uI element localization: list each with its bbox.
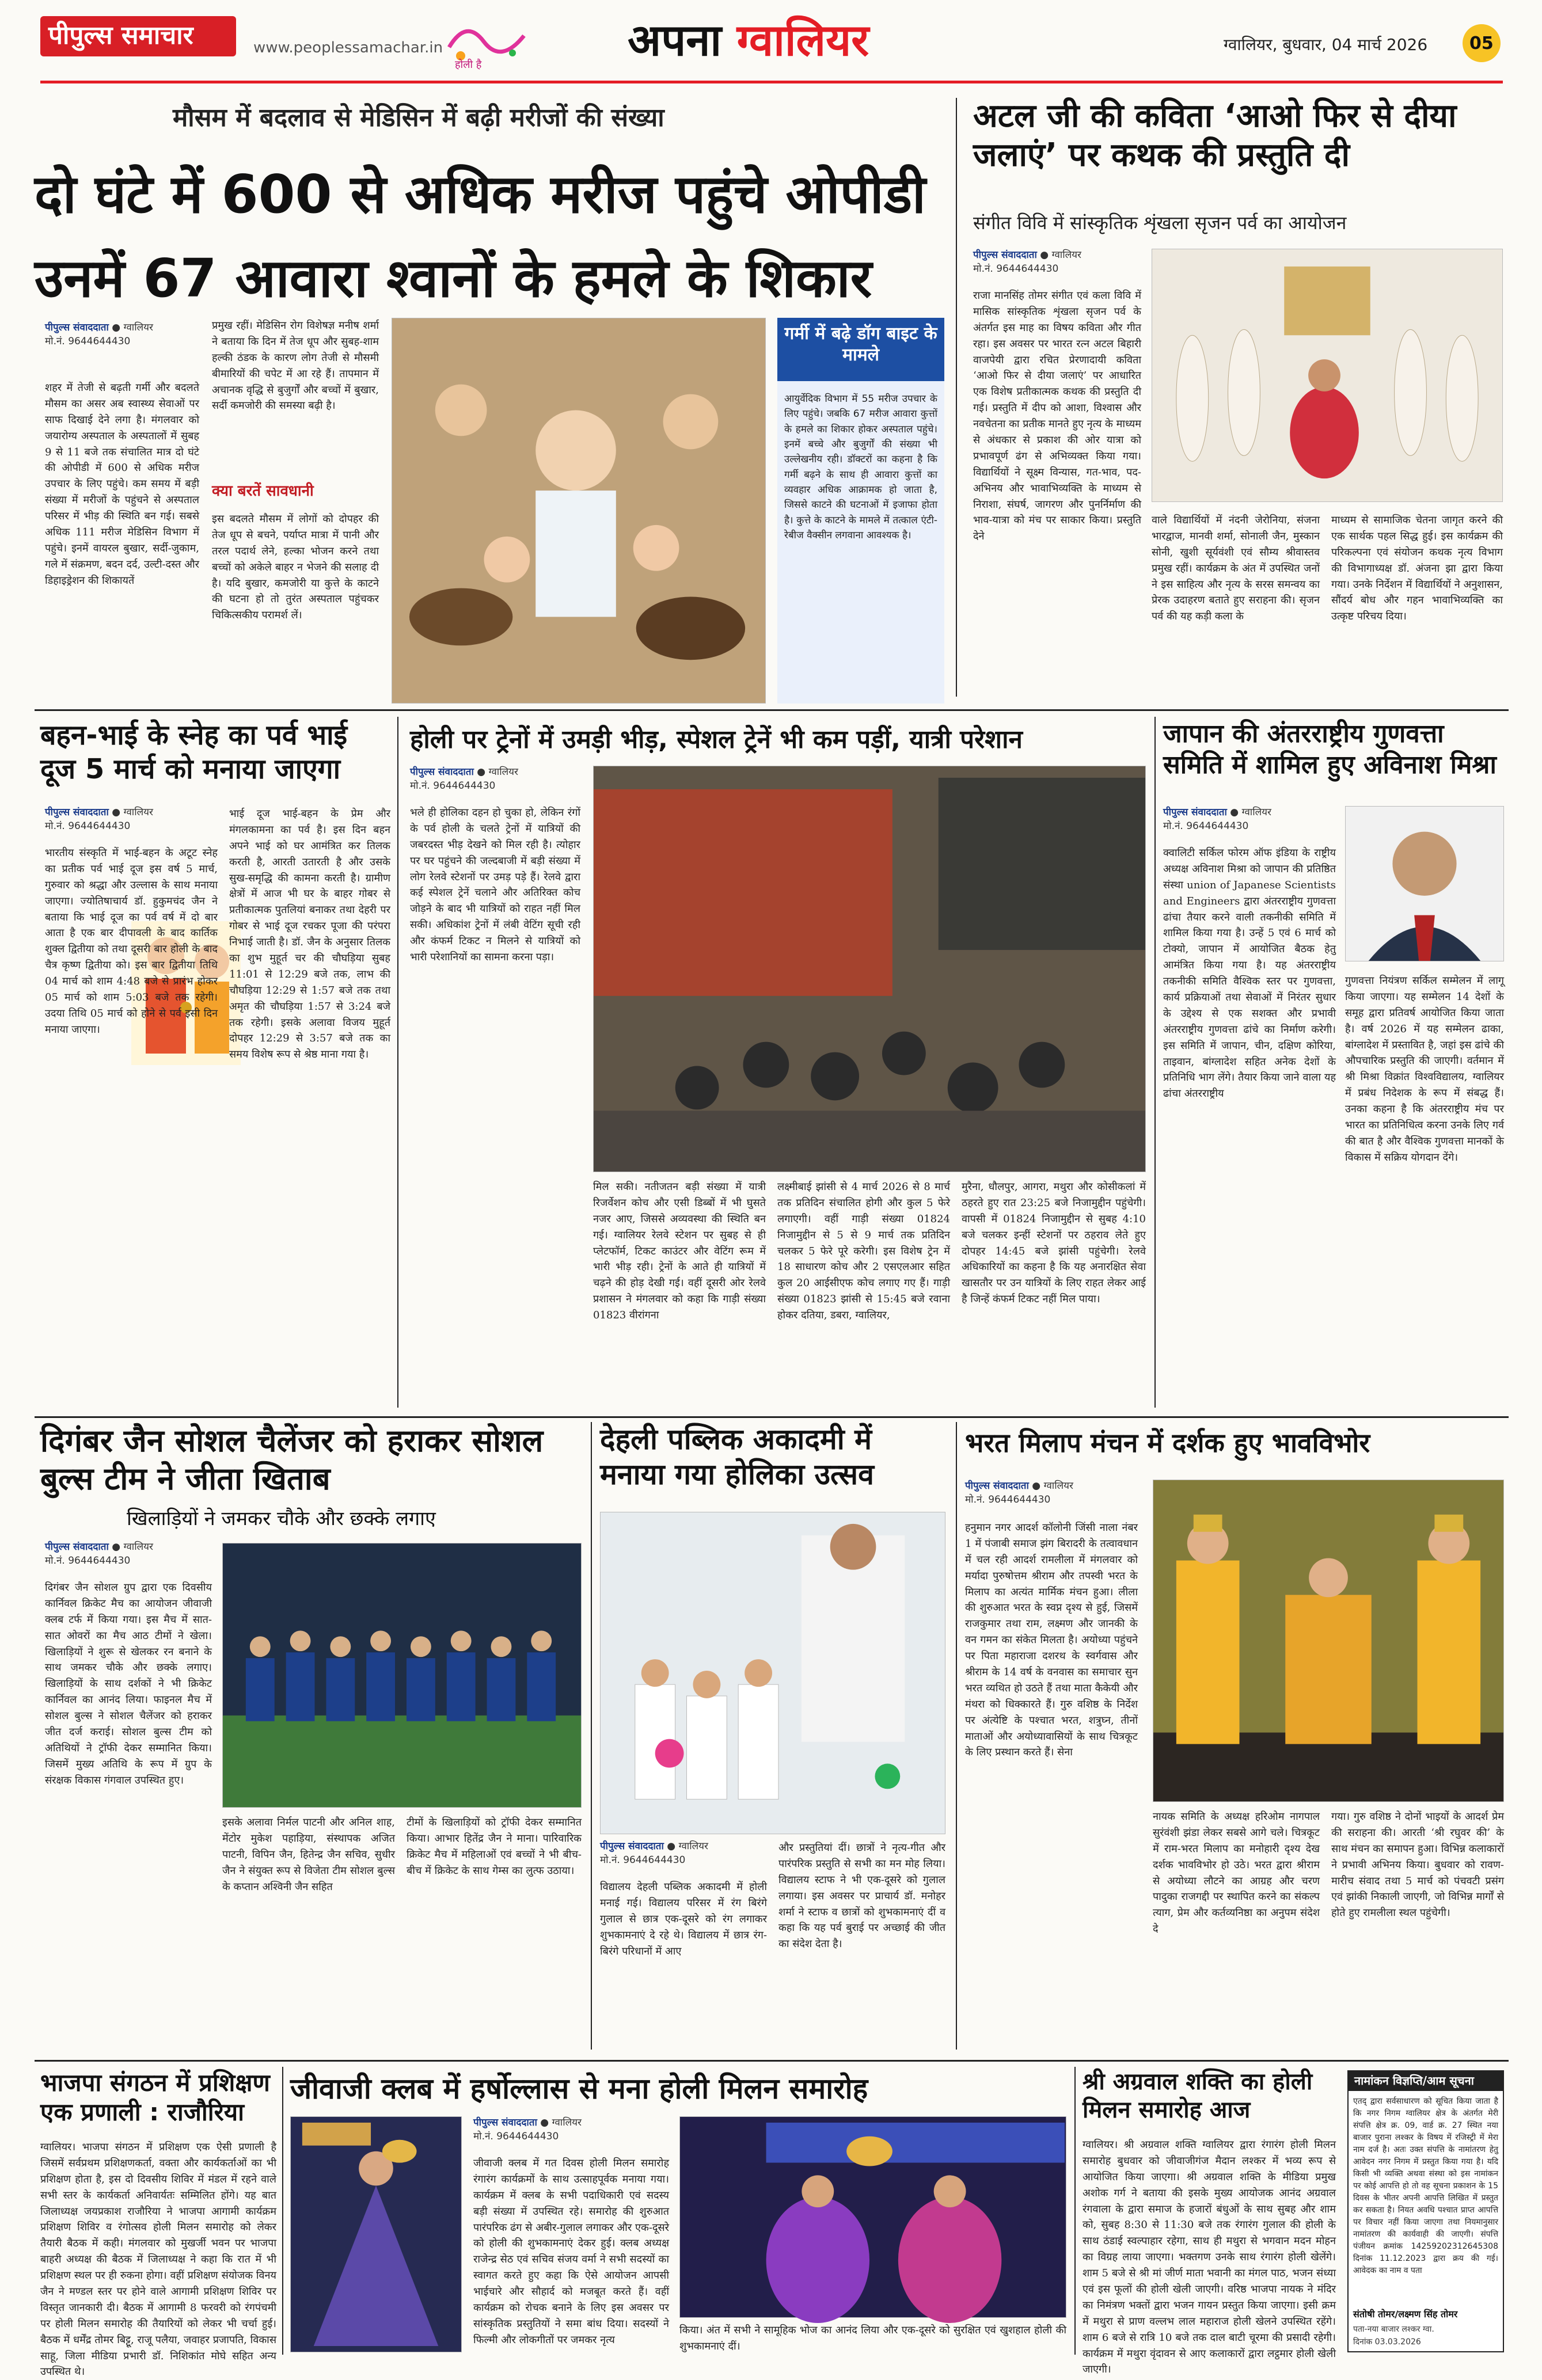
row-rule-3 [35, 2060, 1509, 2062]
cricket-team-photo [222, 1543, 582, 1808]
byline-mobile: मो.नं. 9644644430 [45, 1554, 131, 1567]
trains-text-col2: मिल सकी। नतीजतन बड़ी संख्या में यात्री रिजर्वेशन कोच और एसी डिब्बों में भी घुसते नजर आए, जिससे अव्यवस्था की स्थिति बन गई। ग्वालियर रेलवे स्टेशन पर सुबह से ही प्लेटफॉर्म, टिकट काउंटर और वेटिंग रूम में भारी भीड़ रही। ट्रेनों के आते ही यात्रियों में चढ़ने की होड़ देखी गई। वहीं दूसरी ओर रेलवे प्रशासन ने मंगलवार को कहा कि गाड़ी संख्या 01823 वीरांगना [593, 1181, 766, 1322]
column-rule [1154, 717, 1156, 1408]
byline-place: ग्वालियर [1043, 1480, 1073, 1492]
agrawal-headline: श्री अग्रवाल शक्ति का होली मिलन समारोह आज [1083, 2069, 1313, 2123]
page-number: 05 [1469, 33, 1494, 54]
agrawal-text-col1: ग्वालियर। श्री अग्रवाल शक्ति ग्वालियर द्वारा रंगारंग होली मिलन समारोह बुधवार को जीवाजीगंज मैदान लश्कर में भव्य रूप से आयोजित किया जाएगा। श्री अग्रवाल शक्ति के मीडिया प्रमुख अशोक गर्ग ने बताया की इसके मुख्य आयोजक आनंद अग्रवाल रंगवाला के द्वारा समाज के हजारों बंधुओं के साथ सुबह और शाम को, सुबह 8:30 से 11:30 बजे तक रंगारंग गुलाल की होली के साथ ठंडाई स्वल्पाहार रहेगा, साथ ही मथुरा से भगवान मदन मोहन का विग्रह लाया जाएगा। भक्तगण उनके साथ रंगारंग होली खेलेंगे। शाम 5 बजे से श्री मां जीर्ण माता भवानी का मंगल पाठ, भजन संध्या एवं इस फूलों की होली खेली जाएगी। वरिष्ठ भाजपा नायक ने मंदिर का निमंत्रण भक्तों द्वारा भजन गायन प्रस्तुत किया जाएगा। इसी क्रम में मथुरा से प्राण वल्लभ लाल महाराज होली खेलने उपस्थित रहेंगे। शाम 6 बजे से रात्रि 10 बजे तक दाल बाटी चूरमा की प्रसादी रहेगी। कार्यक्रम में मथुरा वृंदावन से आए कलाकारों द्वारा लट्ठमार होली खेली जाएगी। [1083, 2139, 1336, 2376]
byline-place: ग्वालियर [488, 766, 518, 778]
trains-headline: होली पर ट्रेनों में उमड़ी भीड़, स्पेशल ट्रेनें भी कम पड़ीं, यात्री परेशान [410, 725, 1023, 754]
trains-text-col1: भले ही होलिका दहन हो चुका हो, लेकिन रंगों के पर्व होली के चलते ट्रेनों में यात्रियों की जबरदस्त भीड़ देखने को मिल रही है। त्योहार पर घर पहुंचने की जल्दबाजी में बड़ी संख्या में लोग रेलवे स्टेशनों पर उमड़ पड़े हैं। रेलवे द्वारा कई स्पेशल ट्रेनें चलाने और अतिरिक्त कोच जोड़ने के बाद भी यात्रियों को राहत नहीं मिल सकी। अधिकांश ट्रेनों में लंबी वेटिंग सूची रही और कंफर्म टिकट न मिलने से यात्रियों को भारी परेशानियों का सामना करना पड़ा। [410, 807, 580, 964]
notice-body: एतद् द्वारा सर्वसाधारण को सूचित किया जाता है कि नगर निगम ग्वालियर क्षेत्र के अंतर्गत मेरी संपत्ति क्षेत्र क्र. 09, वार्ड क्र. 27 स्थित नया बाजार पुराना लश्कर के विषय में रजिस्ट्री में मेरा नाम दर्ज है। अतः उक्त संपत्ति के नामांतरण हेतु आवेदन नगर निगम में प्रस्तुत किया गया है। यदि किसी भी व्यक्ति अथवा संस्था को इस नामांकन पर कोई आपत्ति हो तो वह सूचना प्रकाशन के 15 दिवस के भीतर अपनी आपत्ति लिखित में प्रस्तुत कर सकता है। नियत अवधि पश्चात प्राप्त आपत्ति पर विचार नहीं किया जाएगा तथा नियमानुसार नामांतरण की कार्यवाही की जाएगी। संपत्ति पंजीयन क्रमांक 14259202312645308 दिनांक 11.12.2023 द्वारा क्रय की गई। आवेदक का नाम व पता [1353, 2097, 1498, 2275]
notice-title: नामांकन विज्ञप्ति/आम सूचना [1354, 2074, 1474, 2088]
atal-headline: अटल जी की कविता ‘आओ फिर से दीया जलाएं’ पर कथक की प्रस्तुति दी [973, 97, 1457, 174]
school-holi-photo [600, 1512, 945, 1834]
cricket-byline: पीपुल्स संवाददाता ● ग्वालियर मो.नं. 9644644430 [45, 1541, 153, 1567]
cricket-text-col2: इसके अलावा निर्मल पाटनी और अनिल शाह, मेंटोर मुकेश पहाड़िया, संस्थापक अजित पाटनी, विपिन जैन, हितेन्द्र जैन सचिव, सुधीर जैन ने संयुक्त रूप से विजेता टीम सोशल बुल्स के कप्तान अश्विनी जैन सहित [222, 1816, 395, 1893]
calligraphy-holi-logo [443, 13, 530, 64]
opd-byline: पीपुल्स संवाददाता ● ग्वालियर मो.नं. 9644644430 [45, 322, 153, 347]
bharat-text-col2: नायक समिति के अध्यक्ष हरिओम नागपाल सुरंवंशी झंडा लेकर सबसे आगे चले। चित्रकूट में राम-भरत मिलाप का मनोहारी दृश्य देख दर्शक भावविभोर हो उठे। भरत द्वारा श्रीराम से अयोध्या लौटने का आग्रह और चरण पादुका राजगद्दी पर स्थापित करने का संकल्प त्याग, प्रेम और कर्तव्यनिष्ठा का अनुपम संदेश दे [1153, 1811, 1320, 1936]
jiwaji-text-col1: जीवाजी क्लब में गत दिवस होली मिलन समारोह रंगारंग कार्यक्रमों के साथ उत्साहपूर्वक मनाया गया। कार्यक्रम में क्लब के सभी पदाधिकारी एवं सदस्य बड़ी संख्या में उपस्थित रहे। समारोह की शुरुआत पारंपरिक ढंग से अबीर-गुलाल लगाकर और एक-दूसरे को होली की शुभकामनाएं देकर हुई। क्लब अध्यक्ष राजेन्द्र सेठ एवं सचिव संजय वर्मा ने सभी सदस्यों का स्वागत करते हुए कहा कि ऐसे आयोजन आपसी भाईचारे और सौहार्द को मजबूत करते हैं। वहीं कार्यक्रम को रोचक बनाने के लिए इस अवसर पर सांस्कृतिक प्रस्तुतियों ने समा बांध दिया। सदस्यों ने फिल्मी और लोकगीतों पर जमकर नृत्य [473, 2157, 669, 2346]
japan-text-col1: क्वालिटी सर्किल फोरम ऑफ इंडिया के राष्ट्रीय अध्यक्ष अविनाश मिश्रा को जापान की प्रतिष्ठित संस्था union of Japanese Scientists and Engineers द्वारा अंतरराष्ट्रीय गुणवत्ता ढांचा तैयार करने वाली तकनीकी समिति में शामिल किया गया है। उन्हें 5 एवं 6 मार्च को टोक्यो, जापान में आयोजित बैठक हेतु आमंत्रित किया गया है। यह अंतरराष्ट्रीय तकनीकी समिति वैश्विक स्तर पर गुणवत्ता, कार्य प्रक्रियाओं तथा सेवाओं में निरंतर सुधार के उद्देश्य से एक सशक्त और प्रभावी अंतरराष्ट्रीय गुणवत्ता ढांचे का निर्माण करेगी। इस समिति में जापान, चीन, दक्षिण कोरिया, ताइवान, बांग्लादेश सहित अनेक देशों के प्रतिनिधि भाग लेंगे। तैयार किया जाने वाला यह ढांचा अंतरराष्ट्रीय [1163, 847, 1336, 1100]
cricket-headline: दिगंबर जैन सोशल चैलेंजर को हराकर सोशल बुल्स टीम ने जीता खिताब [40, 1423, 544, 1497]
portrait-photo [1345, 806, 1504, 961]
column-rule [282, 2067, 283, 2355]
byline-mobile: मो.नं. 9644644430 [973, 263, 1059, 275]
cricket-text-col3: टीमों के खिलाड़ियों को ट्रॉफी देकर सम्मानित किया। आभार हितेंद्र जैन ने माना। पारिवारिक क्रिकेट मैच में महिलाओं एवं बच्चों ने भी बीच-बीच में क्रिकेट के साथ गेम्स का लुत्फ उठाया। [407, 1816, 582, 1877]
byline-place: ग्वालियर [1051, 249, 1081, 261]
brand-name: पीपुल्स समाचार [48, 21, 193, 50]
atal-text-col2: वाले विद्यार्थियों में नंदनी जेरोनिया, संजना भारद्वाज, मानवी शर्मा, सोनाली जैन, मुस्कान सोनी, खुशी सूर्यवंशी एवं सौम्य श्रीवास्तव प्रमुख रहीं। कार्यक्रम के अंत में उपस्थित जनों ने इस साहित्य और नृत्य के सरस समन्वय का प्रेरक उदाहरण बताते हुए सराहना की। सृजन पर्व की यह कड़ी कला के [1152, 514, 1320, 623]
byline-name: पीपुल्स संवाददाता [973, 249, 1037, 261]
byline-name: पीपुल्स संवाददाता [600, 1841, 664, 1852]
opd-text-col2: प्रमुख रहीं। मेडिसिन रोग विशेषज्ञ मनीष शर्मा ने बताया कि दिन में तेज धूप और सुबह-शाम हल्की ठंडक के कारण लोग तेजी से मौसमी बीमारियों की चपेट में आ रहे हैं। तापमान में अचानक वृद्धि से बुजुर्गों और बच्चों में बुखार, सर्दी कमजोरी की समस्या बढ़ी है। [212, 320, 379, 412]
cricket-text-col1: दिगंबर जैन सोशल ग्रुप द्वारा एक दिवसीय कार्निवल क्रिकेट मैच का आयोजन जीवाजी क्लब टर्फ में किया गया। इस मैच में सात-सात ओवरों का मैच आठ टीमों ने खेला। खिलाड़ियों ने शुरू से खेलकर रन बनाने के साथ जमकर चौके और छक्के लगाए। खिलाड़ियों के साथ दर्शकों ने भी क्रिकेट कार्निवल का आनंद लिया। फाइनल मैच में सोशल बुल्स ने सोशल चैलेंजर को हराकर जीत दर्ज कराई। सोशल बुल्स टीम को अतिथियों ने ट्रॉफी देकर सम्मानित किया। जिसमें मुख्य अतिथि के रूप में ग्रुप के संरक्षक विकास गंगवाल उपस्थित हुए। [45, 1581, 212, 1786]
train-crowd-photo [593, 766, 1146, 1172]
opd-headline-1: दो घंटे में 600 से अधिक मरीज पहुंचे ओपीडी [35, 164, 926, 225]
bjp-text-col1: ग्वालियर। भाजपा संगठन में प्रशिक्षण एक ऐसी प्रणाली है जिसमें सर्वप्रथम प्रशिक्षणकर्ता, वक्ता और कार्यकर्ताओं का भी प्रशिक्षण होता है, इस दो दिवसीय शिविर में मंडल में रहने वाले सभी स्तर के कार्यकर्ता अनिवार्यतः सम्मिलित होंगे। यह बात जिलाध्यक्ष जयप्रकाश राजौरिया ने भाजपा आगामी कार्यक्रम प्रशिक्षण शिविर व रंगोत्सव होली मिलन समारोह को लेकर तैयारी बैठक में कही। मंगलवार को मुखर्जी भवन पर भाजपा बाहरी अध्यक्ष की बैठक में जिलाध्यक्ष ने कहा कि रात में भी प्रशिक्षण स्थल पर ही रुकना होगा। वहीं प्रशिक्षण संयोजक विनय जैन ने मण्डल स्तर पर होने वाले आगामी प्रशिक्षण शिविर पर विस्तृत जानकारी दी। बैठक में आगामी 8 फरवरी को रंगपंचमी पर होली मिलन समारोह की तैयारियों को लेकर भी चर्चा हुई। बैठक में धर्मेंद्र तोमर बिट्टू, राजू पलैया, जवाहर प्रजापति, विकास साहू, जिला मीडिया प्रभारी डॉ. निशिकांत मोघे सहित अन्य उपस्थित थे। [40, 2141, 276, 2378]
holika-text-col2: और प्रस्तुतियां दीं। छात्रों ने नृत्य-गीत और पारंपरिक प्रस्तुति से सभी का मन मोह लिया। विद्यालय स्टाफ ने भी एक-दूसरे को गुलाल लगाया। इस अवसर पर प्राचार्य डॉ. मनोहर शर्मा ने स्टाफ व छात्रों को शुभकामनाएं दीं व कहा कि यह पर्व बुराई पर अच्छाई की जीत का संदेश देता है। [778, 1842, 945, 1951]
dog-bite-cartoon [392, 318, 766, 704]
bjp-headline: भाजपा संगठन में प्रशिक्षण एक प्रणाली : राजौरिया [40, 2069, 270, 2127]
byline-name: पीपुल्स संवाददाता [473, 2117, 537, 2128]
column-rule [956, 98, 957, 697]
byline-place: ग्वालियर [123, 322, 153, 333]
bharat-text-col3: गया। गुरु वशिष्ठ ने दोनों भाइयों के आदर्श प्रेम की सराहना की। आरती ‘श्री रघुवर की’ के साथ मंचन का समापन हुआ। विभिन्न कलाकारों ने प्रभावी अभिनय किया। बुधवार को रावण-मारीच संवाद तथा 5 मार्च को पंचवटी प्रसंग एवं झांकी निकाली जाएगी, जो विभिन्न मार्गों से होते हुए रामलीला स्थल पहुंचेगी। [1331, 1811, 1504, 1919]
atal-byline: पीपुल्स संवाददाता ● ग्वालियर मो.नं. 9644644430 [973, 249, 1081, 275]
holika-headline: देहली पब्लिक अकादमी में मनाया गया होलिका उत्सव [600, 1423, 874, 1491]
bharat-headline: भरत मिलाप मंचन में दर्शक हुए भावविभोर [965, 1427, 1370, 1458]
bhaidooj-text-col1: भारतीय संस्कृति में भाई-बहन के अटूट स्नेह का प्रतीक पर्व भाई दूज इस वर्ष 5 मार्च, गुरुवार को श्रद्धा और उल्लास के साथ मनाया जाएगा। ज्योतिषाचार्य डॉ. हुकुमचंद जैन ने बताया कि भाई दूज का पर्व वर्ष में दो बार आता है एक बार दीपावली के बाद कार्तिक शुक्ल द्वितीया को तथा दूसरी बार होली के बाद चैत्र कृष्ण द्वितीया को। इस बार द्वितीया तिथि 04 मार्च को शाम 4:48 बजे से प्रारंभ होकर 05 मार्च को शाम 5:03 बजे तक रहेगी। उदया तिथि 05 मार्च को होने से पर्व इसी दिन मनाया जाएगा। [45, 847, 218, 1036]
jiwaji-headline: जीवाजी क्लब में हर्षोल्लास से मना होली मिलन समारोह [290, 2072, 868, 2105]
holi-greeting: होली है [455, 59, 482, 71]
dance-photo [1152, 249, 1503, 502]
column-rule [591, 1422, 592, 2050]
opd-headline-2: उनमें 67 आवारा श्वानों के हमले के शिकार [35, 248, 872, 309]
atal-text-col3: माध्यम से सामाजिक चेतना जागृत करने की एक सार्थक पहल सिद्ध हुई। इस कार्यक्रम की परिकल्पना एवं संयोजन कथक नृत्य विभाग की विभागाध्यक्ष डॉ. अंजना झा द्वारा किया गया। उनके निर्देशन में विद्यार्थियों ने अनुशासन, सौंदर्य बोध और गहन भावाभिव्यक्ति का उत्कृष्ट परिचय दिया। [1331, 514, 1503, 623]
byline-mobile: मो.नं. 9644644430 [1163, 820, 1249, 832]
byline-place: ग्वालियर [1241, 807, 1271, 818]
opd-kicker: मौसम में बदलाव से मेडिसिन में बढ़ी मरीजों की संख्या [173, 103, 664, 132]
byline-place: ग्वालियर [678, 1841, 708, 1852]
masthead-url: www.peoplessamachar.in [253, 39, 443, 56]
dateline: ग्वालियर, बुधवार, 04 मार्च 2026 [1224, 35, 1428, 54]
opd-text-col3: आयुर्वेदिक विभाग में 55 मरीज उपचार के लिए पहुंचे। जबकि 67 मरीज आवारा कुत्तों के हमले का शिकार होकर अस्पताल पहुंचे। इनमें बच्चे और बुजुर्गों की संख्या भी उल्लेखनीय रही। डॉक्टरों का कहना है कि गर्मी बढ़ने के साथ ही आवारा कुत्तों का व्यवहार अधिक आक्रामक हो जाता है, जिससे काटने की घटनाओं में इजाफा होता है। कुत्ते के काटने के मामले में तत्काल एंटी-रेबीज वैक्सीन लगवाना आवश्यक है। [784, 393, 937, 542]
masthead [0, 0, 1542, 81]
bhaidooj-text-col2: भाई दूज भाई-बहन के प्रेम और मंगलकामना का पर्व है। इस दिन बहन अपने भाई को घर आमंत्रित कर तिलक करती है, आरती उतारती है और उसके सुख-समृद्धि की कामना करती है। ग्रामीण क्षेत्रों में आज भी घर के बाहर गोबर से प्रतीकात्मक पुतलियां बनाकर तथा देहरी पर गोबर से भाई दूज रचकर पूजा की परंपरा निभाई जाती है। डॉ. जैन के अनुसार तिलक का शुभ मुहूर्त चर की चौघड़िया सुबह 11:01 से 12:29 बजे तक, लाभ की चौघड़िया 12:29 से 1:57 बजे तक तथा अमृत की चौघड़िया 1:57 से 3:24 बजे तक रहेगी। इसके अलावा विजय मुहूर्त दोपहर 12:29 से 3:57 बजे तक का समय विशेष रूप से श्रेष्ठ माना गया है। [229, 808, 390, 1061]
trains-text-col4: मुरैना, धौलपुर, आगरा, मथुरा और कोसीकलां में ठहरते हुए रात 23:25 बजे निजामुद्दीन पहुंचेगी। वापसी में 01824 निजामुद्दीन से सुबह 4:10 बजे चलकर इन्हीं स्टेशनों पर ठहराव लेते हुए दोपहर 14:45 बजे झांसी पहुंचेगी। रेलवे अधिकारियों का कहना है कि यह अनारक्षित सेवा खासतौर पर उन यात्रियों के लिए राहत लेकर आई है जिन्हें कंफर्म टिकट नहीं मिल पाया। [962, 1181, 1146, 1306]
holika-text-col1: विद्यालय देहली पब्लिक अकादमी में होली मनाई गई। विद्यालय परिसर में रंग बिरंगे गुलाल से छात्र एक-दूसरे को रंग लगाकर शुभकामनाएं दे रहे थे। विद्यालय में छात्र रंग-बिरंगे परिधानों में आए [600, 1881, 767, 1957]
byline-name: पीपुल्स संवाददाता [410, 766, 474, 778]
bhaidooj-headline: बहन-भाई के स्नेह का पर्व भाई दूज 5 मार्च को मनाया जाएगा [40, 719, 348, 785]
atal-text-col1: राजा मानसिंह तोमर संगीत एवं कला विवि में मासिक सांस्कृतिक शृंखला सृजन पर्व के अंतर्गत इस माह का विषय कविता और गीत रहा। इस अवसर पर भारत रत्न अटल बिहारी वाजपेयी द्वारा रचित प्रेरणादायी कविता ‘आओ फिर से दीया जलाएं’ पर आधारित एक विशेष प्रतीकात्मक कथक की प्रस्तुति दी गई। प्रस्तुति में दीप को आशा, विश्वास और नवचेतना का प्रतीक मानते हुए नृत्य के माध्यम से अंधकार से प्रकाश की ओर यात्रा को प्रभावपूर्ण ढंग से अभिव्यक्त किया गया। विद्यार्थियों ने सूक्ष्म विन्यास, गत-भाव, पद-अभिनय और भावाभिव्यक्ति के माध्यम से निराशा, संघर्ष, जागरण और पुनर्निर्माण की भाव-यात्रा को मंच पर साकार किया। प्रस्तुति देने [973, 290, 1141, 543]
column-rule [1074, 2067, 1076, 2355]
cricket-subhead: खिलाड़ियों ने जमकर चौके और छक्के लगाए [127, 1507, 436, 1530]
opd-text-col1: शहर में तेजी से बढ़ती गर्मी और बदलते मौसम का असर अब स्वास्थ्य सेवाओं पर साफ दिखाई देने लगा है। मंगलवार को जयारोग्य अस्पताल के अस्पतालों में सुबह 9 से 11 बजे तक संचालित मात्र दो घंटे की ओपीडी में 600 से अधिक मरीज उपचार के लिए पहुंचे। कम समय में बड़ी संख्या में मरीजों के पहुंचने से अस्पताल परिसर में भीड़ की स्थिति बन गई। सबसे अधिक 111 मरीज मेडिसिन विभाग में पहुंचे। इनमें वायरल बुखार, सर्दी-जुकाम, गले में संक्रमण, बदन दर्द, उल्टी-दस्त और डिहाइड्रेशन की शिकायतें [45, 382, 199, 587]
byline-name: पीपुल्स संवाददाता [45, 807, 109, 818]
byline-name: पीपुल्स संवाददाता [45, 322, 109, 333]
row-rule-2 [35, 1416, 1509, 1418]
row-rule-1 [35, 709, 1509, 711]
byline-name: पीपुल्स संवाददाता [45, 1541, 109, 1553]
notice-address: पता-नया बाजार लश्कर ग्वा. [1353, 2325, 1434, 2334]
byline-mobile: मो.नं. 9644644430 [45, 335, 131, 347]
bharat-text-col1: हनुमान नगर आदर्श कॉलोनी जिंसी नाला नंबर 1 में पंजाबी समाज झंग बिरादरी के तत्वावधान में चल रही आदर्श रामलीला में मंगलवार को मर्यादा पुरुषोत्तम श्रीराम और तपस्वी भरत के मिलाप का अत्यंत मार्मिक मंचन हुआ। लीला की शुरुआत भरत के स्वप्न दृश्य से हुई, जिसमें राजकुमार तथा राम, लक्ष्मण और जानकी के वन गमन का संकेत मिलता है। अयोध्या पहुंचने पर पिता महाराजा दशरथ के स्वर्गवास और श्रीराम के 14 वर्ष के वनवास का समाचार सुन भरत व्यथित हो उठते हैं तथा माता कैकेयी और मंथरा को धिक्कारते हैं। गुरु वशिष्ठ के निर्देश पर अंत्येष्टि के पश्चात भरत, शत्रुघ्न, तीनों माताओं और अयोध्यावासियों के साथ चित्रकूट के लिए प्रस्थान करते हैं। सेना [965, 1522, 1138, 1759]
masthead-rule [40, 81, 1503, 83]
japan-text-col2: गुणवत्ता नियंत्रण सर्किल सम्मेलन में लागू किया जाएगा। यह सम्मेलन 14 देशों के समूह द्वारा प्रतिवर्ष आयोजित किया जाता है। वर्ष 2026 में यह सम्मेलन ढाका, बांग्लादेश में प्रस्तावित है, जहां इस ढांचे की औपचारिक प्रस्तुति की जाएगी। वर्तमान में श्री मिश्रा विक्रांत विश्वविद्यालय, ग्वालियर में प्रबंध निदेशक के रूप में संबद्ध हैं। उनका कहना है कि अंतरराष्ट्रीय मंच पर भारत का प्रतिनिधित्व करना उनके लिए गर्व की बात है और वैश्विक गुणवत्ता मानकों के विकास में सक्रिय योगदान देंगे। [1345, 975, 1504, 1164]
byline-mobile: मो.नं. 9644644430 [410, 780, 496, 792]
trains-byline: पीपुल्स संवाददाता ● ग्वालियर मो.नं. 9644644430 [410, 766, 518, 792]
trains-text-col3: लक्ष्मीबाई झांसी से 4 मार्च 2026 से 8 मार्च तक प्रतिदिन संचालित होगी और कुल 5 फेरे लगाएगी। वहीं गाड़ी संख्या 01824 निजामुद्दीन से 5 से 9 मार्च तक प्रतिदिन चलकर 5 फेरे पूरे करेगी। इस विशेष ट्रेन में 18 साधारण कोच और 2 एसएलआर सहित कुल 20 आईसीएफ कोच लगाए गए हैं। गाड़ी संख्या 01823 झांसी से 15:45 बजे रवाना होकर दतिया, डबरा, ग्वालियर, [777, 1181, 950, 1322]
dog-bite-box-title: गर्मी में बढ़े डॉग बाइट के मामले [784, 324, 937, 365]
column-rule [956, 1422, 957, 2050]
section-title-main: अपना [628, 14, 722, 66]
stage-photo [679, 2116, 1066, 2318]
atal-subhead: संगीत विवि में सांस्कृतिक शृंखला सृजन पर्व का आयोजन [973, 212, 1347, 234]
byline-mobile: मो.नं. 9644644430 [965, 1493, 1051, 1505]
byline-name: पीपुल्स संवाददाता [1163, 807, 1227, 818]
dancer-photo [290, 2116, 462, 2352]
opd-subhead: क्या बरतें सावधानी [212, 482, 314, 500]
japan-byline: पीपुल्स संवाददाता ● ग्वालियर मो.नं. 9644644430 [1163, 807, 1271, 832]
byline-mobile: मो.नं. 9644644430 [473, 2130, 559, 2142]
section-title-city: ग्वालियर [736, 14, 869, 66]
jiwaji-byline: पीपुल्स संवाददाता ● ग्वालियर मो.नं. 9644644430 [473, 2117, 582, 2142]
byline-name: पीपुल्स संवाददाता [965, 1480, 1029, 1492]
byline-place: ग्वालियर [552, 2117, 582, 2128]
notice-signature: संतोषी तोमर/लक्ष्मण सिंह तोमर [1353, 2309, 1458, 2320]
column-rule [397, 717, 398, 1408]
byline-place: ग्वालियर [123, 807, 153, 818]
byline-mobile: मो.नं. 9644644430 [600, 1854, 686, 1866]
byline-mobile: मो.नं. 9644644430 [45, 820, 131, 832]
ramlila-photo [1153, 1480, 1504, 1802]
opd-text-col2b: इस बदलते मौसम में लोगों को दोपहर की तेज धूप से बचने, पर्याप्त मात्रा में पानी और तरल पदार्थ लेने, हल्का भोजन करने तथा बच्चों को अकेले बाहर न भेजने की सलाह दी है। यदि बुखार, कमजोरी या कुत्ते के काटने की घटना हो तो तुरंत अस्पताल पहुंचकर चिकित्सकीय परामर्श लें। [212, 513, 379, 622]
bhaidooj-byline: पीपुल्स संवाददाता ● ग्वालियर मो.नं. 9644644430 [45, 807, 153, 832]
notice-date: दिनांक 03.03.2026 [1353, 2337, 1421, 2347]
japan-headline: जापान की अंतरराष्ट्रीय गुणवत्ता समिति में शामिल हुए अविनाश मिश्रा [1163, 719, 1497, 780]
byline-place: ग्वालियर [123, 1541, 153, 1553]
holika-byline: पीपुल्स संवाददाता ● ग्वालियर मो.नं. 9644644430 [600, 1841, 708, 1866]
bharat-byline: पीपुल्स संवाददाता ● ग्वालियर मो.नं. 9644644430 [965, 1480, 1073, 1505]
section-title [628, 15, 869, 65]
jiwaji-text-col2: किया। अंत में सभी ने सामूहिक भोज का आनंद लिया और एक-दूसरे को सुरक्षित एवं खुशहाल होली की शुभकामनाएं दीं। [679, 2324, 1066, 2352]
